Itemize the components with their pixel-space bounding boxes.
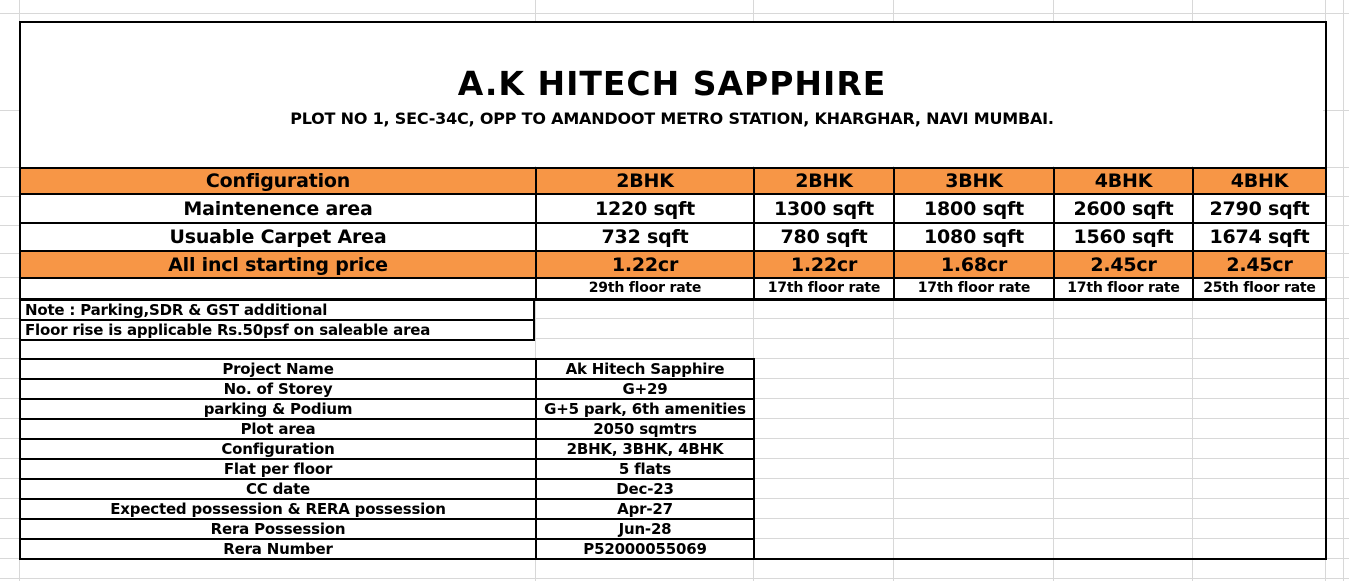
detail-label-cell[interactable]: Flat per floor	[20, 459, 536, 479]
notes-box	[19, 298, 535, 341]
pricing-header-cell[interactable]: 4BHK	[1054, 168, 1193, 194]
pricing-row-carpet-area	[20, 223, 1326, 251]
details-row-cc-date	[20, 479, 754, 499]
details-row-project-name	[20, 359, 754, 379]
details-row-expected-possession	[20, 499, 754, 519]
gridline	[1343, 0, 1344, 581]
pricing-header-label-cell[interactable]: Configuration	[20, 168, 536, 194]
detail-label-cell[interactable]: parking & Podium	[20, 399, 536, 419]
pricing-cell[interactable]: 2.45cr	[1193, 251, 1326, 278]
pricing-cell[interactable]: 780 sqft	[754, 223, 894, 251]
pricing-cell[interactable]: 2790 sqft	[1193, 194, 1326, 223]
title-block[interactable]	[21, 23, 1323, 166]
pricing-cell[interactable]: 1.22cr	[754, 251, 894, 278]
detail-label-cell[interactable]: Expected possession & RERA possession	[20, 499, 536, 519]
note-line-1[interactable]: Note : Parking,SDR & GST additional	[19, 298, 535, 321]
detail-value-cell[interactable]: Dec-23	[536, 479, 754, 499]
detail-label-cell[interactable]: Plot area	[20, 419, 536, 439]
pricing-header-cell[interactable]: 2BHK	[754, 168, 894, 194]
pricing-cell[interactable]: 1080 sqft	[894, 223, 1054, 251]
detail-label-cell[interactable]: Configuration	[20, 439, 536, 459]
detail-value-cell[interactable]: 5 flats	[536, 459, 754, 479]
detail-value-cell[interactable]: G+29	[536, 379, 754, 399]
pricing-cell[interactable]: 25th floor rate	[1193, 278, 1326, 299]
pricing-cell[interactable]: 732 sqft	[536, 223, 754, 251]
details-row-flats-per-floor	[20, 459, 754, 479]
details-row-parking-podium	[20, 399, 754, 419]
pricing-row-starting-price	[20, 251, 1326, 278]
pricing-header-cell[interactable]: 2BHK	[536, 168, 754, 194]
pricing-cell[interactable]: 2600 sqft	[1054, 194, 1193, 223]
detail-value-cell[interactable]: G+5 park, 6th amenities	[536, 399, 754, 419]
detail-label-cell[interactable]: Project Name	[20, 359, 536, 379]
pricing-cell[interactable]: 17th floor rate	[894, 278, 1054, 299]
pricing-cell[interactable]: 2.45cr	[1054, 251, 1193, 278]
detail-value-cell[interactable]: Ak Hitech Sapphire	[536, 359, 754, 379]
details-row-rera-number	[20, 539, 754, 559]
detail-value-cell[interactable]: Apr-27	[536, 499, 754, 519]
pricing-header-cell[interactable]: 3BHK	[894, 168, 1054, 194]
detail-value-cell[interactable]: 2BHK, 3BHK, 4BHK	[536, 439, 754, 459]
pricing-cell[interactable]: 1800 sqft	[894, 194, 1054, 223]
detail-value-cell[interactable]: Jun-28	[536, 519, 754, 539]
pricing-cell[interactable]: 17th floor rate	[1054, 278, 1193, 299]
pricing-row-floor-rate	[20, 278, 1326, 299]
row-label-cell[interactable]: Maintenence area	[20, 194, 536, 223]
pricing-cell[interactable]: 1.68cr	[894, 251, 1054, 278]
detail-label-cell[interactable]: CC date	[20, 479, 536, 499]
detail-label-cell[interactable]: No. of Storey	[20, 379, 536, 399]
details-row-storeys	[20, 379, 754, 399]
page-title: A.K HITECH SAPPHIRE	[457, 64, 887, 104]
pricing-cell[interactable]: 17th floor rate	[754, 278, 894, 299]
gridline	[0, 578, 1349, 579]
project-details-table	[19, 358, 755, 560]
pricing-cell[interactable]: 1674 sqft	[1193, 223, 1326, 251]
details-row-configuration	[20, 439, 754, 459]
detail-value-cell[interactable]: P52000055069	[536, 539, 754, 559]
pricing-table	[19, 167, 1327, 301]
page-subtitle: PLOT NO 1, SEC-34C, OPP TO AMANDOOT METRO STATION, KHARGHAR, NAVI MUMBAI.	[290, 109, 1054, 128]
details-row-plot-area	[20, 419, 754, 439]
detail-label-cell[interactable]: Rera Possession	[20, 519, 536, 539]
gridline	[0, 13, 1349, 14]
pricing-cell[interactable]: 1300 sqft	[754, 194, 894, 223]
details-row-rera-possession	[20, 519, 754, 539]
pricing-row-maintenance-area	[20, 194, 1326, 223]
detail-label-cell[interactable]: Rera Number	[20, 539, 536, 559]
pricing-cell[interactable]: 1.22cr	[536, 251, 754, 278]
row-label-cell[interactable]: Usuable Carpet Area	[20, 223, 536, 251]
row-label-cell[interactable]: All incl starting price	[20, 251, 536, 278]
pricing-cell[interactable]: 1220 sqft	[536, 194, 754, 223]
detail-value-cell[interactable]: 2050 sqmtrs	[536, 419, 754, 439]
pricing-header-row	[20, 168, 1326, 194]
pricing-cell[interactable]: 1560 sqft	[1054, 223, 1193, 251]
pricing-header-cell[interactable]: 4BHK	[1193, 168, 1326, 194]
note-line-2[interactable]: Floor rise is applicable Rs.50psf on saleable area	[19, 321, 535, 341]
pricing-cell[interactable]: 29th floor rate	[536, 278, 754, 299]
row-label-cell[interactable]	[20, 278, 536, 299]
